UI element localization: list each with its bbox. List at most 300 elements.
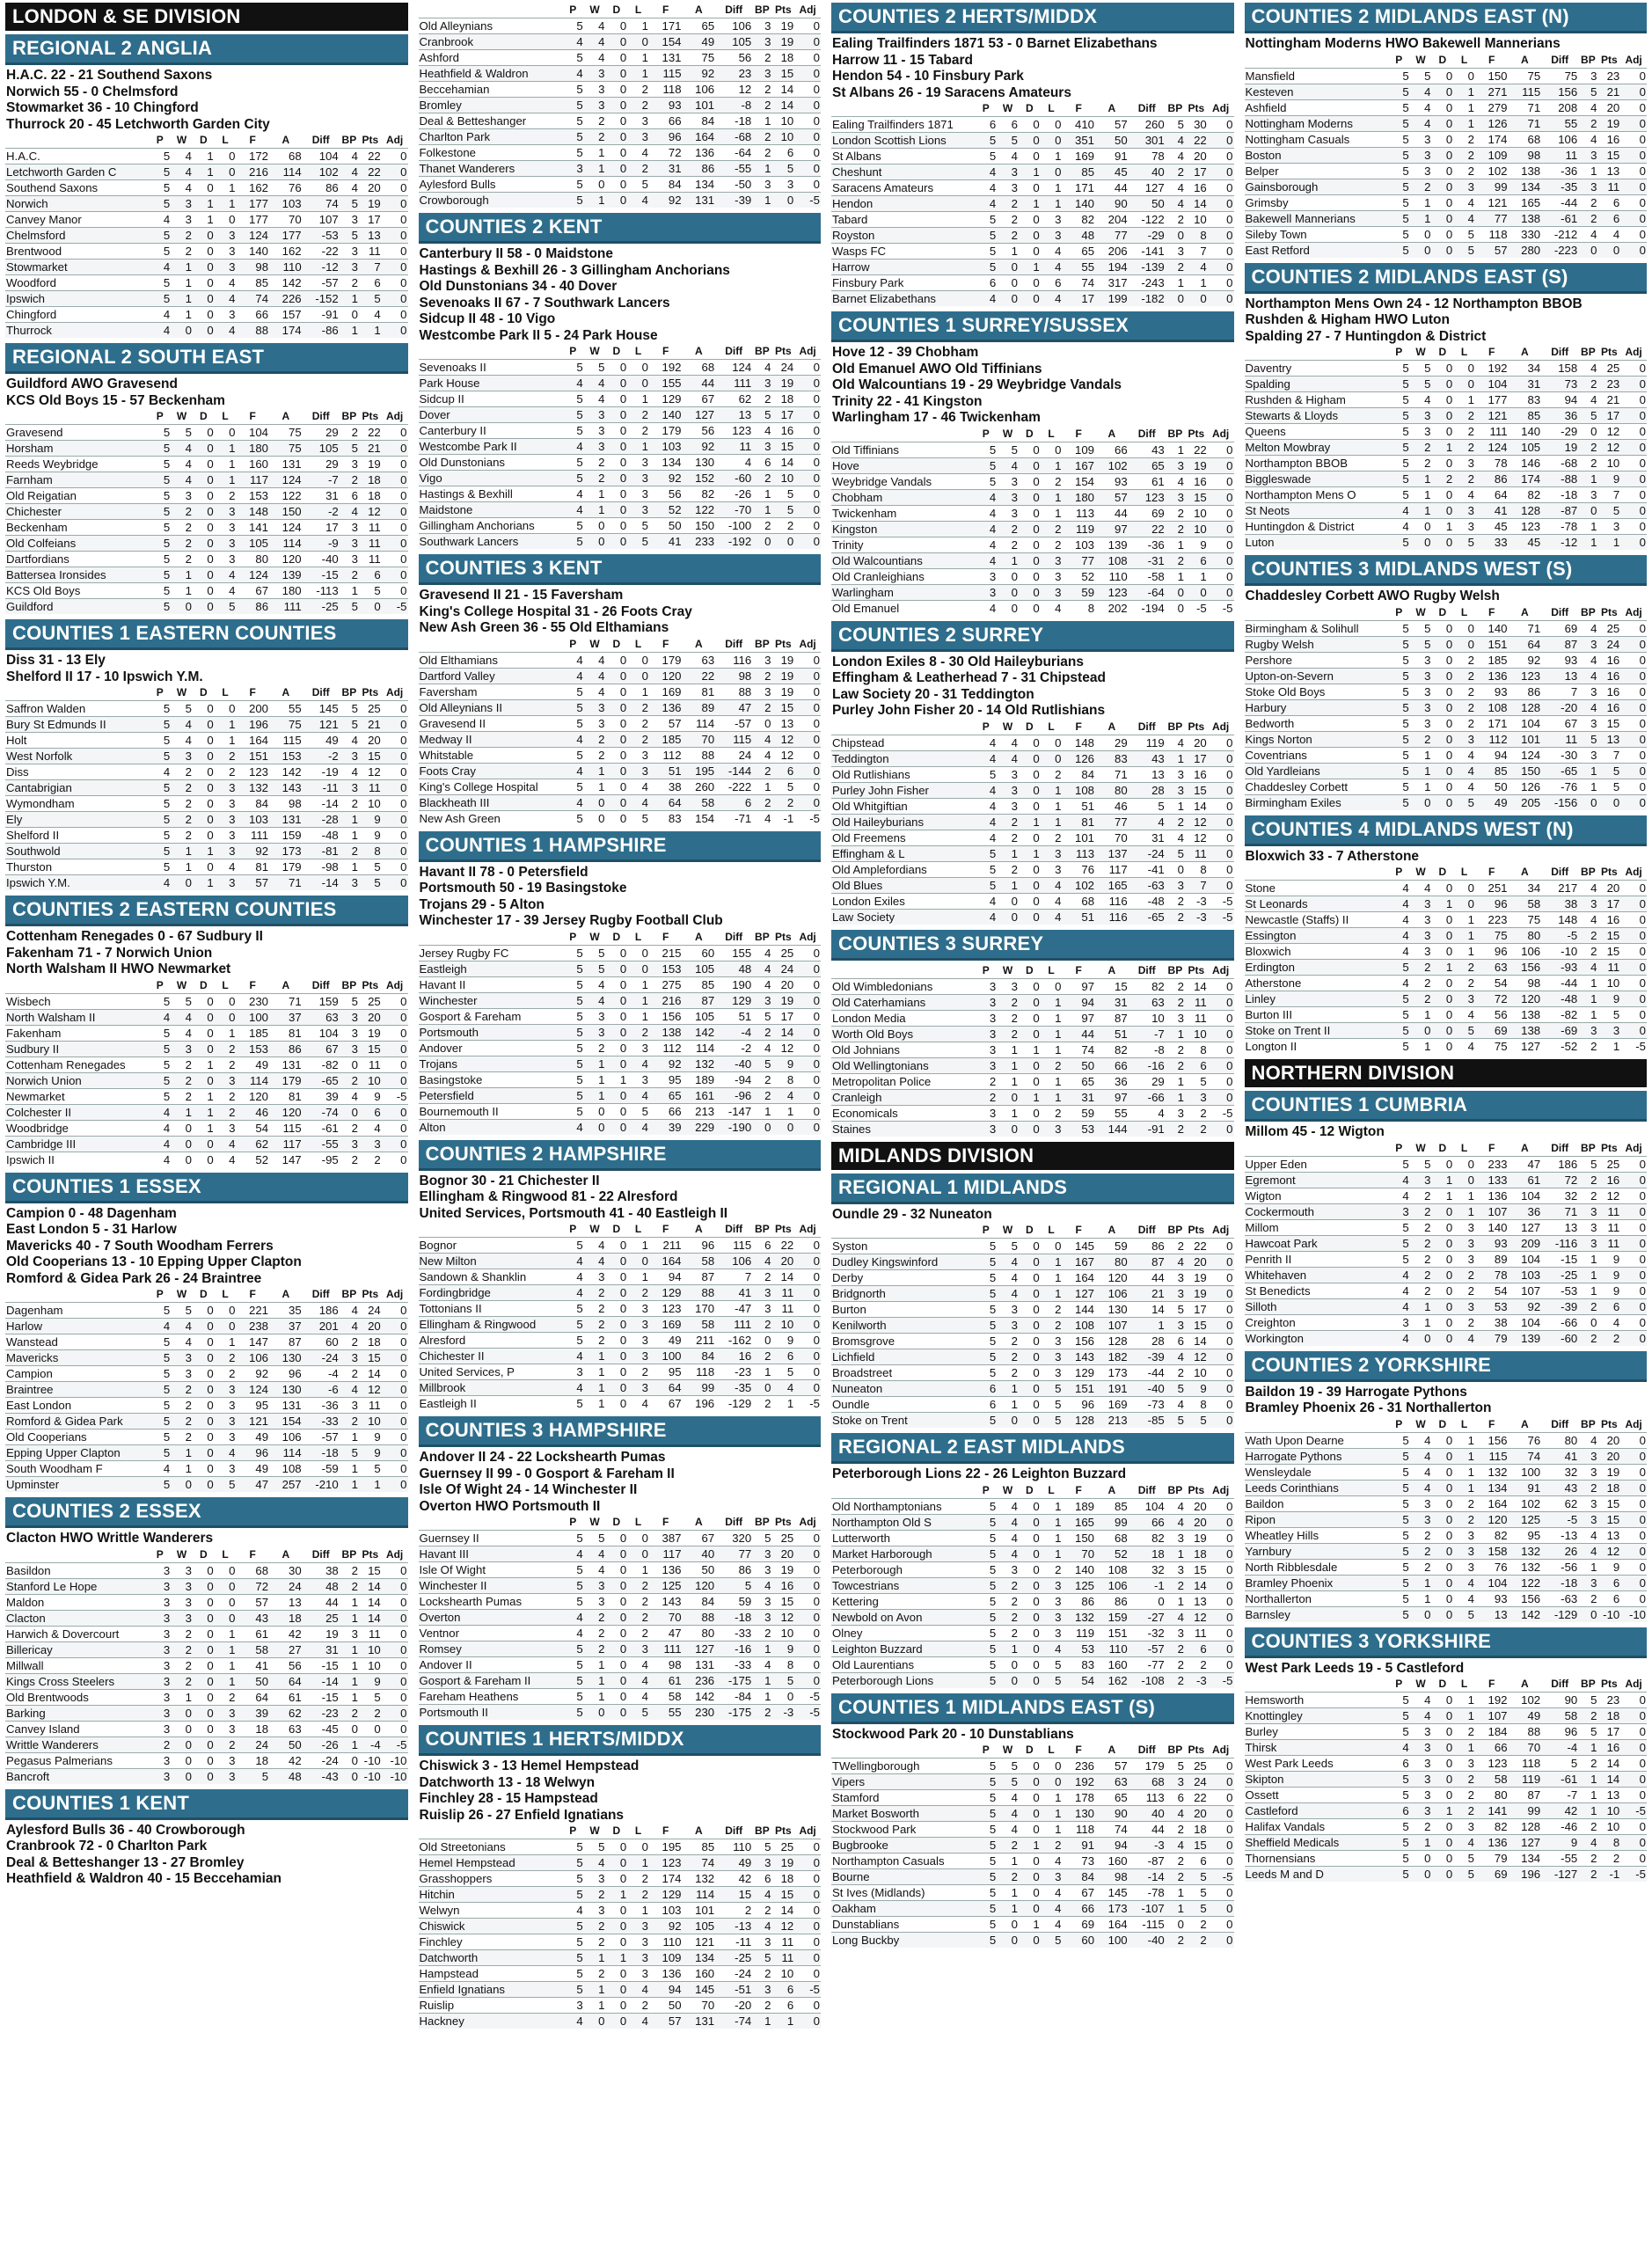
stat-cell: 136 bbox=[649, 699, 683, 715]
stat-cell: 1 bbox=[1467, 913, 1474, 926]
team-name: Medway II bbox=[419, 731, 562, 747]
stat-cell: 4 bbox=[1402, 976, 1409, 990]
stat-cell: 3 bbox=[1590, 684, 1597, 698]
team-name: Blackheath III bbox=[419, 794, 562, 810]
stat-cell: 11 bbox=[781, 1302, 794, 1315]
stat-cell: 2 bbox=[215, 1737, 237, 1752]
table-row bbox=[5, 165, 408, 180]
stat-cell: 18 bbox=[1129, 1546, 1166, 1561]
column-header: P bbox=[1395, 1678, 1403, 1690]
team-header bbox=[419, 1222, 562, 1238]
stat-cell: 1 bbox=[641, 1563, 648, 1576]
stat-cell: 3 bbox=[598, 1009, 605, 1023]
stat-cell: 4 bbox=[185, 181, 192, 194]
column-header: L bbox=[1460, 53, 1468, 66]
stat-cell: 0 bbox=[794, 961, 821, 976]
stat-cell: 1 bbox=[1177, 537, 1184, 552]
stat-cell: 2 bbox=[752, 1024, 771, 1040]
stat-cell: 20 bbox=[1606, 1433, 1620, 1447]
stat-cell: 49 bbox=[255, 1462, 269, 1475]
stat-cell: 4 bbox=[1166, 1349, 1185, 1365]
stat-cell: 121 bbox=[236, 1414, 269, 1429]
stat-cell: -63 bbox=[1561, 1591, 1578, 1605]
stat-cell: 0 bbox=[1445, 716, 1453, 730]
stat-cell: 103 bbox=[649, 439, 683, 455]
column-header: L bbox=[1460, 1141, 1468, 1154]
column-header: Pts bbox=[362, 978, 379, 991]
table-row bbox=[1245, 440, 1648, 456]
stat-cell: 0 bbox=[215, 1610, 237, 1626]
column-header: P bbox=[156, 1547, 164, 1561]
stat-cell: 1 bbox=[1055, 1074, 1062, 1088]
stat-cell: 162 bbox=[1095, 1672, 1129, 1688]
table-row bbox=[419, 1269, 822, 1285]
team-name: Andover II bbox=[419, 1658, 472, 1671]
table-row bbox=[5, 1041, 408, 1057]
stat-cell: 1 bbox=[605, 1950, 627, 1966]
stat-cell: 2 bbox=[340, 844, 359, 859]
stat-cell: 0 bbox=[1226, 735, 1233, 749]
stat-cell: 4 bbox=[1590, 227, 1597, 241]
stat-cell: 0 bbox=[605, 763, 627, 779]
stat-cell: 3 bbox=[149, 1705, 171, 1721]
stat-cell: 0 bbox=[619, 1563, 627, 1576]
column-header: P bbox=[982, 102, 990, 114]
table-row bbox=[1245, 392, 1648, 408]
stat-cell: 5 bbox=[576, 83, 583, 96]
team-name: Dagenham bbox=[6, 1304, 63, 1317]
stat-cell: 97 bbox=[1095, 521, 1129, 537]
column-header: Diff bbox=[1137, 1744, 1156, 1756]
stat-cell: 106 bbox=[236, 1350, 269, 1366]
stat-cell: 100 bbox=[1521, 1465, 1541, 1479]
stat-cell: 1 bbox=[193, 196, 215, 212]
stat-cell: -25 bbox=[1541, 1267, 1578, 1283]
team-header bbox=[1245, 1417, 1388, 1433]
stat-cell: 1 bbox=[1578, 1803, 1597, 1819]
stat-cell: -5 bbox=[1222, 1106, 1233, 1120]
stat-cell: 3 bbox=[1011, 181, 1018, 194]
stat-cell: 98 bbox=[668, 1658, 682, 1671]
stat-cell: 80 bbox=[1494, 1788, 1508, 1802]
column-header: L bbox=[1048, 963, 1055, 976]
stat-cell: 0 bbox=[1019, 1641, 1041, 1656]
stat-cell: 120 bbox=[683, 1578, 716, 1594]
stat-cell: 14 bbox=[1151, 1303, 1165, 1316]
stat-cell: 5 bbox=[989, 245, 997, 258]
stat-cell: 1 bbox=[1011, 1106, 1018, 1120]
column-header: D bbox=[612, 1516, 621, 1528]
stat-cell: 4 bbox=[764, 946, 771, 960]
stat-cell: 128 bbox=[1521, 1820, 1541, 1833]
stat-cell: 0 bbox=[400, 1057, 407, 1071]
column-header: Diff bbox=[1551, 1417, 1569, 1430]
stat-cell: 108 bbox=[1107, 1562, 1128, 1576]
stat-cell: 5 bbox=[163, 245, 171, 258]
table-row bbox=[831, 180, 1234, 196]
stat-cell: 55 bbox=[649, 1705, 683, 1721]
team-name: Law Society bbox=[831, 909, 975, 925]
stat-cell: 35 bbox=[288, 1304, 302, 1317]
stat-cell: 3 bbox=[1177, 1106, 1184, 1120]
stat-cell: 0 bbox=[1226, 1042, 1233, 1057]
stat-cell: 89 bbox=[683, 699, 716, 715]
stat-cell: 0 bbox=[171, 1477, 193, 1493]
table-row bbox=[419, 779, 822, 794]
stat-cell: 0 bbox=[752, 534, 771, 550]
stat-cell: 5 bbox=[576, 1563, 583, 1576]
stat-cell: 0 bbox=[207, 245, 214, 258]
stat-cell: 125 bbox=[649, 1578, 683, 1594]
stat-cell: 5 bbox=[1410, 636, 1432, 652]
stat-cell: 98 bbox=[715, 668, 752, 684]
stat-cell: 57 bbox=[1095, 489, 1129, 505]
stat-cell: 86 bbox=[1151, 1239, 1165, 1253]
stat-cell: 71 bbox=[288, 994, 302, 1008]
column-header: F bbox=[662, 930, 669, 943]
stat-cell: 5 bbox=[1388, 1867, 1410, 1883]
team-name: Barnet Elizabethans bbox=[831, 291, 975, 307]
stat-cell: 19 bbox=[1541, 440, 1578, 456]
team-name: Knottingley bbox=[1245, 1708, 1388, 1724]
stat-cell: -4 bbox=[359, 1737, 382, 1752]
stat-cell: -2 bbox=[303, 749, 340, 764]
stat-cell: 0 bbox=[813, 684, 820, 698]
stat-cell: 2 bbox=[171, 504, 193, 520]
team-name: Basingstoke bbox=[419, 1072, 483, 1086]
stat-cell: 173 bbox=[269, 844, 303, 859]
team-header bbox=[5, 1547, 149, 1563]
column-header: P bbox=[1395, 53, 1403, 66]
stat-cell: 77 bbox=[1095, 228, 1129, 244]
stat-cell: 0 bbox=[1445, 621, 1453, 635]
stat-cell: 14 bbox=[780, 456, 794, 469]
stat-cell: 18 bbox=[1598, 1480, 1621, 1495]
team-name: Norwich Union bbox=[5, 1072, 149, 1088]
table-row bbox=[1245, 456, 1648, 472]
stat-cell: -175 bbox=[715, 1673, 752, 1689]
team-name: Wymondham bbox=[6, 797, 75, 810]
stat-cell: 12 bbox=[772, 1919, 795, 1934]
league-section bbox=[5, 1497, 408, 1784]
team-name: Newbold on Avon bbox=[831, 1609, 975, 1625]
stat-cell: 4 bbox=[1388, 928, 1410, 944]
column-header: W bbox=[1002, 1744, 1013, 1756]
league-section bbox=[419, 554, 822, 826]
stat-cell: 2 bbox=[229, 1089, 236, 1103]
team-name: Old Wellingtonians bbox=[831, 1057, 975, 1073]
stat-cell: 9 bbox=[359, 1673, 382, 1689]
team-header bbox=[1245, 605, 1388, 621]
stat-cell: 0 bbox=[1620, 896, 1647, 912]
team-name: Harlow bbox=[5, 1319, 149, 1334]
stat-cell: 5 bbox=[975, 1254, 997, 1270]
stat-cell: 0 bbox=[1226, 1074, 1233, 1088]
stat-cell: 0 bbox=[1639, 488, 1646, 501]
stat-cell: 0 bbox=[1598, 242, 1621, 258]
team-name: Upminster bbox=[5, 1477, 149, 1493]
stat-cell: 12 bbox=[1598, 1543, 1621, 1559]
stat-cell: 5 bbox=[764, 1532, 771, 1545]
column-header: W bbox=[589, 1516, 600, 1528]
column-header: Diff bbox=[1551, 605, 1569, 618]
stat-cell: 206 bbox=[1107, 245, 1128, 258]
stat-cell: 0 bbox=[1424, 227, 1431, 241]
table-row bbox=[5, 180, 408, 196]
stat-cell: -11 bbox=[303, 780, 340, 796]
column-header: P bbox=[569, 930, 577, 943]
stat-cell: 5 bbox=[576, 811, 583, 825]
stat-cell: 5 bbox=[989, 213, 997, 226]
stat-cell: 10 bbox=[1598, 1803, 1621, 1819]
stat-cell: 64 bbox=[255, 1690, 269, 1704]
stat-cell: 5 bbox=[163, 181, 171, 194]
stat-cell: 123 bbox=[732, 424, 752, 437]
stat-cell: 0 bbox=[207, 860, 214, 874]
stat-cell: 0 bbox=[1019, 1057, 1041, 1073]
result-line: Cranbrook 72 - 0 Charlton Park bbox=[6, 1839, 208, 1854]
stat-cell: 1 bbox=[627, 1855, 649, 1871]
stat-cell: 98 bbox=[236, 260, 269, 275]
stat-cell: 5 bbox=[163, 150, 171, 163]
stat-cell: 2 bbox=[598, 456, 605, 469]
team-name: TWellingborough bbox=[832, 1759, 920, 1773]
stat-cell: 5 bbox=[989, 1562, 997, 1576]
column-header: W bbox=[1415, 866, 1426, 878]
stat-cell: 0 bbox=[207, 1430, 214, 1444]
stat-cell: 4 bbox=[997, 750, 1019, 766]
stat-cell: 10 bbox=[359, 1414, 382, 1429]
stat-cell: 1 bbox=[1578, 535, 1597, 551]
stat-cell: 62 bbox=[269, 1705, 303, 1721]
table-row bbox=[831, 1530, 1234, 1546]
stat-cell: 1 bbox=[584, 161, 606, 177]
stat-cell: 15 bbox=[1185, 1838, 1208, 1854]
stat-cell: 50 bbox=[668, 519, 682, 532]
stat-cell: 0 bbox=[1208, 1286, 1234, 1302]
stat-cell: 0 bbox=[605, 1349, 627, 1364]
stat-cell: 3 bbox=[989, 979, 997, 993]
stat-cell: 0 bbox=[605, 1119, 627, 1135]
stat-cell: -10 bbox=[1561, 945, 1578, 958]
stat-cell: 2 bbox=[772, 794, 795, 810]
team-name: Pershore bbox=[1245, 653, 1293, 667]
stat-cell: 56 bbox=[1494, 1008, 1508, 1021]
league-section bbox=[419, 1416, 822, 1720]
stat-cell: 0 bbox=[382, 1610, 408, 1626]
stat-cell: 2 bbox=[1055, 474, 1062, 488]
table-row bbox=[1245, 1724, 1648, 1740]
stat-cell: 236 bbox=[683, 1673, 716, 1689]
stat-cell: 41 bbox=[649, 534, 683, 550]
table-row bbox=[1245, 684, 1648, 699]
stat-cell: 0 bbox=[641, 946, 648, 960]
stat-cell: 3 bbox=[1424, 913, 1431, 926]
stat-cell: 4 bbox=[997, 1514, 1019, 1530]
stat-cell: 5 bbox=[163, 584, 171, 597]
team-name: Saffron Walden bbox=[6, 702, 86, 715]
table-row bbox=[419, 1998, 822, 2014]
stat-cell: 0 bbox=[1019, 877, 1041, 893]
stat-cell: 19 bbox=[780, 1563, 794, 1576]
stat-cell: 4 bbox=[215, 1445, 237, 1461]
stat-cell: 3 bbox=[764, 1563, 771, 1576]
stat-cell: 3 bbox=[351, 552, 358, 566]
stat-cell: 70 bbox=[1114, 830, 1128, 844]
stat-cell: 280 bbox=[1509, 242, 1542, 258]
stat-cell: 0 bbox=[207, 1690, 214, 1704]
column-header: F bbox=[249, 686, 256, 698]
stat-cell: 0 bbox=[605, 1285, 627, 1301]
stat-cell: 3 bbox=[340, 1041, 359, 1057]
stat-cell: 0 bbox=[1177, 601, 1184, 615]
stat-cell: 0 bbox=[997, 260, 1019, 275]
team-name: Metropolitan Police bbox=[832, 1074, 932, 1088]
league-section bbox=[1245, 1351, 1648, 1622]
stat-cell: 3 bbox=[1578, 1448, 1597, 1464]
column-header: Adj bbox=[1625, 346, 1642, 358]
stat-cell: 0 bbox=[1620, 147, 1647, 163]
stat-cell: 119 bbox=[1145, 735, 1165, 749]
stat-cell: 0 bbox=[1226, 181, 1233, 194]
stat-cell: 1 bbox=[1467, 1693, 1474, 1707]
stat-cell: 55 bbox=[1541, 115, 1578, 131]
table-row bbox=[831, 552, 1234, 568]
stat-cell: 2 bbox=[1011, 862, 1018, 876]
stat-cell: 6 bbox=[764, 1872, 771, 1885]
table-header-row bbox=[831, 963, 1234, 979]
stat-cell: 0 bbox=[1226, 1366, 1233, 1379]
stat-cell: 68 bbox=[1129, 1774, 1166, 1790]
team-name: Saracens Amateurs bbox=[832, 181, 934, 194]
stat-cell: -84 bbox=[735, 1690, 752, 1703]
stat-cell: 2 bbox=[1612, 1852, 1620, 1865]
stat-cell: -55 bbox=[303, 1136, 340, 1152]
column-header: Pts bbox=[1188, 1483, 1205, 1496]
stat-cell: 4 bbox=[1041, 260, 1063, 275]
stat-cell: 159 bbox=[281, 829, 302, 842]
stat-cell: 0 bbox=[794, 699, 821, 715]
league-title: COUNTIES 3 MIDLANDS WEST (S) bbox=[1245, 555, 1648, 586]
stat-cell: 91 bbox=[1062, 1838, 1095, 1854]
stat-cell: -36 bbox=[1147, 537, 1165, 552]
stat-cell: 4 bbox=[975, 521, 997, 537]
stat-cell: 61 bbox=[288, 1690, 302, 1704]
stat-cell: 156 bbox=[1075, 1334, 1095, 1348]
stat-cell: 47 bbox=[236, 1477, 269, 1493]
stat-cell: 0 bbox=[1208, 196, 1234, 212]
stat-cell: -243 bbox=[1141, 276, 1165, 289]
stat-cell: 90 bbox=[1564, 1693, 1578, 1707]
stat-cell: 140 bbox=[1521, 425, 1541, 438]
team-name: Ventnor bbox=[419, 1627, 459, 1640]
league-section bbox=[831, 311, 1234, 616]
stat-cell: 28 bbox=[1151, 1334, 1165, 1348]
stat-cell: 0 bbox=[1467, 1157, 1474, 1171]
stat-cell: 4 bbox=[171, 1319, 193, 1334]
stat-cell: 1 bbox=[1041, 1546, 1063, 1561]
stat-cell: 13 bbox=[1606, 1788, 1620, 1802]
team-name: Old Whitgiftian bbox=[832, 799, 908, 813]
stat-cell: 5 bbox=[340, 196, 359, 212]
stat-cell: 3 bbox=[1424, 132, 1431, 146]
stat-cell: 5 bbox=[989, 442, 997, 457]
stat-cell: 4 bbox=[1590, 913, 1597, 926]
stat-cell: 1 bbox=[171, 1104, 193, 1120]
stat-cell: 189 bbox=[1075, 1499, 1095, 1513]
stat-cell: 4 bbox=[975, 165, 997, 180]
team-name: Nuneaton bbox=[831, 1381, 975, 1397]
stat-cell: 1 bbox=[1424, 488, 1431, 501]
table-header-row bbox=[419, 637, 822, 653]
table-header-row bbox=[419, 1222, 822, 1238]
stat-cell: 0 bbox=[605, 1705, 627, 1721]
stat-cell: 1 bbox=[1453, 1448, 1475, 1464]
table-row bbox=[419, 113, 822, 129]
stat-cell: 1 bbox=[1598, 535, 1621, 551]
table-header-row bbox=[5, 685, 408, 701]
table-row bbox=[831, 1334, 1234, 1349]
stat-cell: 4 bbox=[185, 457, 192, 471]
table-row bbox=[1245, 1314, 1648, 1330]
stat-cell: 134 bbox=[662, 456, 682, 469]
stat-cell: 3 bbox=[149, 1578, 171, 1594]
column-header: W bbox=[589, 637, 600, 650]
team-name: Sheffield Medicals bbox=[1245, 1835, 1388, 1851]
stat-cell: 74 bbox=[236, 291, 269, 307]
stat-cell: 1 bbox=[185, 584, 192, 597]
stat-cell: 0 bbox=[794, 1919, 821, 1934]
stat-cell: 1 bbox=[1041, 1514, 1063, 1530]
stat-cell: 124 bbox=[236, 228, 269, 244]
stat-cell: 2 bbox=[1467, 425, 1474, 438]
stat-cell: 3 bbox=[989, 1106, 997, 1120]
stat-cell: 2 bbox=[1011, 830, 1018, 844]
stat-cell: 108 bbox=[1475, 699, 1509, 715]
stat-cell: 0 bbox=[1226, 474, 1233, 488]
stat-cell: 0 bbox=[1226, 1271, 1233, 1284]
table-row bbox=[419, 1546, 822, 1562]
team-name: Fareham Heathens bbox=[419, 1690, 519, 1703]
stat-cell: 72 bbox=[1475, 991, 1509, 1007]
stat-cell: 5 bbox=[989, 862, 997, 876]
league-section bbox=[1245, 1059, 1648, 1346]
stat-cell: 5 bbox=[752, 1056, 771, 1071]
stat-cell: 3 bbox=[229, 1430, 236, 1444]
stat-cell: 5 bbox=[1612, 1008, 1620, 1021]
table-row bbox=[831, 1318, 1234, 1334]
stat-cell: 64 bbox=[1494, 488, 1508, 501]
stat-cell: 2 bbox=[1598, 1330, 1621, 1346]
stat-cell: 0 bbox=[1467, 881, 1474, 895]
table-row bbox=[1245, 1267, 1648, 1283]
result-line: North Walsham II HWO Newmarket bbox=[6, 961, 231, 976]
stat-cell: 5 bbox=[1402, 1591, 1409, 1605]
stat-cell: 147 bbox=[281, 1152, 302, 1166]
stat-cell: 0 bbox=[598, 519, 605, 532]
stat-cell: 9 bbox=[374, 1430, 381, 1444]
stat-cell: 2 bbox=[359, 1705, 382, 1721]
stat-cell: 1 bbox=[1041, 782, 1063, 798]
team-name: Wheatley Hills bbox=[1245, 1528, 1319, 1542]
stat-cell: 10 bbox=[359, 1641, 382, 1657]
stat-cell: 94 bbox=[1564, 393, 1578, 406]
stat-cell: 101 bbox=[1075, 830, 1095, 844]
stat-cell: 108 bbox=[1062, 782, 1095, 798]
stat-cell: 110 bbox=[269, 260, 303, 275]
table-row bbox=[419, 1855, 822, 1871]
stat-cell: 2 bbox=[1453, 668, 1475, 684]
